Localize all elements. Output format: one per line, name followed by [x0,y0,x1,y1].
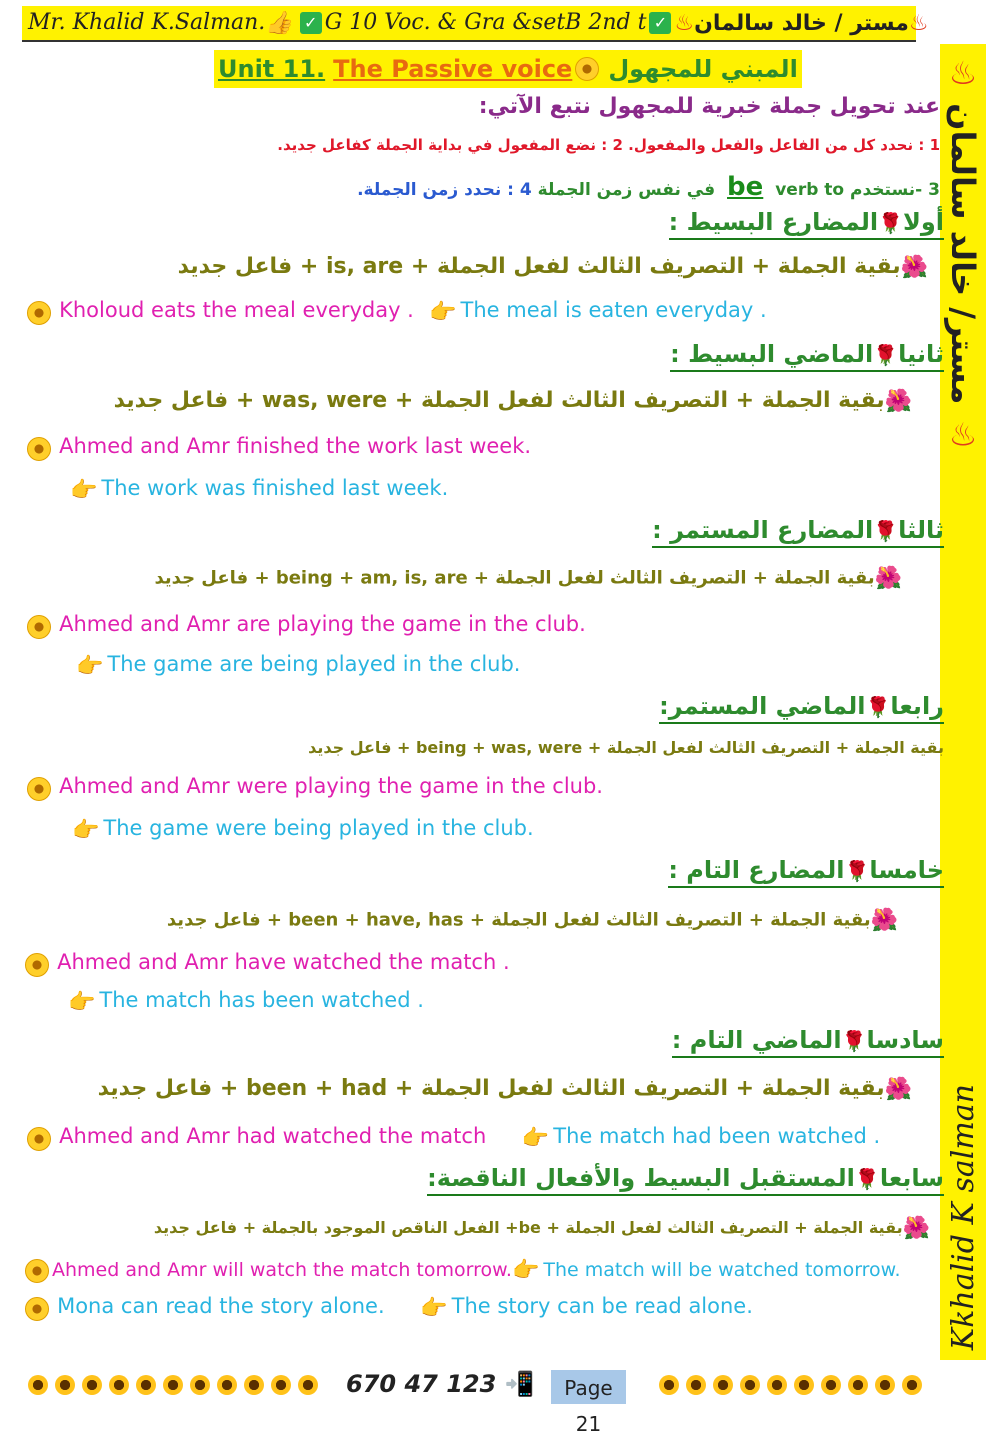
sunflower-icon [217,1375,237,1395]
blossom-icon [27,301,51,325]
rose-icon: 🌹 [878,211,903,235]
formula-text: بقية الجملة + التصريف الثالث لفعل الجملة + being + was, were + فاعل جديد [308,738,944,757]
heading-tense: المضارع التام : [668,856,845,884]
formula-text: بقية الجملة + التصريف الثالث لفعل الجملة + been + have, has + فاعل جديد [166,909,871,931]
heading-tense: المضارع المستمر : [652,516,874,544]
sunflower-icon [190,1375,210,1395]
step4-text: 4 : نحدد زمن الجملة. [357,180,532,200]
section-heading-1 [669,208,944,240]
pointing-hand-icon: 👉 [68,990,96,1015]
heading-ordinal: سادسا [866,1026,944,1054]
example-row-7a [22,1258,901,1283]
sunflower-icon [686,1375,706,1395]
hibiscus-icon: 🌺 [874,566,902,591]
header-arabic-name: مستر / خالد سالمان [694,10,909,36]
heading-ordinal: رابعا [890,692,944,720]
active-sentence: Ahmed and Amr will watch the match tomorrow. [52,1259,512,1281]
sunflower-icon [659,1375,679,1395]
active-sentence: Kholoud eats the meal everyday . [59,298,414,322]
passive-sentence: The game were being played in the club. [103,816,534,840]
footer-sunflowers-left [24,1374,321,1395]
active-sentence: Ahmed and Amr have watched the match . [57,950,510,974]
steps-line-2 [357,172,940,202]
rose-icon: 🌹 [854,1167,880,1191]
pointing-hand-icon: 👉 [511,1258,540,1283]
example-row-6 [24,1124,880,1151]
sunflower-icon [848,1375,868,1395]
formula-5 [167,908,898,933]
section-heading-3 [652,516,944,548]
blossom-icon [27,437,51,461]
be-word: be [727,172,764,202]
example-row-4a [24,774,603,801]
example-row-2a [24,434,531,461]
side-english-text: Kkhalid K salman [946,1084,981,1351]
sunflower-icon [767,1375,787,1395]
page-header [22,6,929,42]
blossom-icon [25,1297,49,1321]
unit-topic: The Passive voice [333,55,573,83]
mobile-phone-icon: 📲 [504,1370,535,1398]
header-course: G 10 Voc. & Gra &setB 2nd t [324,10,647,36]
check-icon: ✓ [300,12,322,34]
active-sentence: Ahmed and Amr had watched the match [59,1124,487,1148]
side-arabic-text: مستر/ خالد سالمان [944,103,982,405]
step3-text: 3 -نستخدم [850,180,940,200]
example-row-2b [70,476,448,503]
formula-2 [114,388,912,414]
example-row-7b [22,1294,753,1321]
sunflower-icon [902,1375,922,1395]
thumbs-up-icon: 👍 [265,10,293,36]
hot-springs-icon: ♨ [944,54,982,92]
pointing-hand-icon: 👉 [72,818,100,843]
formula-text: بقية الجملة + التصريف الثالث لفعل الجملة + being + am, is, are + فاعل جديد [154,567,875,589]
hibiscus-icon: 🌺 [902,1216,930,1241]
heading-tense: الماضي المستمر: [659,692,866,720]
hibiscus-icon: 🌺 [900,254,928,280]
formula-text: بقية الجملة + التصريف الثالث لفعل الجملة + been + had + فاعل جديد [97,1076,885,1101]
formula-text: بقية الجملة + التصريف الثالث لفعل الجملة + was, were + فاعل جديد [113,388,885,413]
heading-ordinal: سابعا [879,1164,944,1192]
side-strip [940,44,986,1360]
active-sentence: Ahmed and Amr are playing the game in the club. [59,612,586,636]
sunflower-icon [875,1375,895,1395]
step3-text-b: verb to في نفس زمن الجملة [537,180,845,200]
example-row-3b [76,652,520,679]
heading-ordinal: أولا [902,208,944,236]
side-arabic-name [942,54,984,453]
sunflower-icon [740,1375,760,1395]
heading-tense: المضارع البسيط : [668,208,879,236]
blossom-icon [27,777,51,801]
sunflower-icon [821,1375,841,1395]
rose-icon: 🌹 [841,1029,867,1053]
sunflower-icon [163,1375,183,1395]
active-sentence: Ahmed and Amr finished the work last week. [59,434,532,458]
sunflower-icon [82,1375,102,1395]
blossom-icon [25,953,49,977]
active-sentence-2: Mona can read the story alone. [57,1294,385,1318]
passive-sentence: The match will be watched tomorrow. [543,1259,901,1281]
example-row-3a [24,612,586,639]
passive-sentence: The game are being played in the club. [107,652,521,676]
heading-ordinal: ثالثا [898,516,944,544]
heading-ordinal: خامسا [869,856,944,884]
blossom-icon [27,615,51,639]
passive-sentence: The work was finished last week. [101,476,449,500]
hot-springs-icon: ♨ [908,10,929,36]
sunflower-icon [298,1375,318,1395]
passive-sentence: The match has been watched . [99,988,424,1012]
section-heading-7 [427,1164,944,1196]
sunflower-icon [109,1375,129,1395]
section-heading-2 [670,340,944,372]
sunflower-icon [28,1375,48,1395]
sunflower-icon [136,1375,156,1395]
section-heading-4 [659,692,944,724]
header-right [674,11,928,36]
intro-text: عند تحويل جملة خبرية للمجهول نتبع الآتي: [478,94,940,119]
rose-icon: 🌹 [873,519,899,543]
unit-number: Unit 11. [218,55,326,83]
check-icon: ✓ [649,12,671,34]
footer-sunflowers-right [655,1374,925,1395]
sunflower-icon [55,1375,75,1395]
pointing-hand-icon: 👉 [420,1296,448,1321]
example-row-5b [68,988,424,1015]
pointing-hand-icon: 👉 [76,654,104,679]
formula-text: بقية الجملة + التصريف الثالث لفعل الجملة + be+ الفعل الناقص الموجود بالجملة + فاعل جديد [153,1218,903,1237]
formula-6 [98,1076,912,1102]
heading-ordinal: ثانيا [898,340,944,368]
sunflower-icon [794,1375,814,1395]
sunflower-icon [271,1375,291,1395]
sunflower-icon [713,1375,733,1395]
page-number: Page 21 [551,1370,626,1404]
rose-icon: 🌹 [865,695,891,719]
formula-1 [178,254,928,280]
header-author: Mr. Khalid K.Salman. [28,10,266,36]
hot-springs-icon: ♨ [944,415,982,454]
formula-4 [308,738,944,757]
blossom-icon [575,57,599,81]
heading-tense: المستقبل البسيط والأفعال الناقصة: [427,1164,855,1192]
passive-sentence-2: The story can be read alone. [451,1294,753,1318]
formula-text: بقية الجملة + التصريف الثالث لفعل الجملة + is, are + فاعل جديد [177,254,901,279]
rose-icon: 🌹 [873,343,899,367]
passive-sentence: The meal is eaten everyday . [460,298,767,322]
blossom-icon [27,1127,51,1151]
sunflower-icon [244,1375,264,1395]
hibiscus-icon: 🌺 [884,1076,912,1102]
section-heading-6 [672,1026,944,1058]
steps-line-1: 1 : نحدد كل من الفاعل والفعل والمفعول. 2 : نضع المفعول في بداية الجملة كفاعل جديد. [277,136,940,154]
hibiscus-icon: 🌺 [884,388,912,414]
phone-number: 670 47 123 [346,1370,497,1398]
formula-3 [155,566,902,591]
header-left [28,10,674,36]
heading-tense: الماضي البسيط : [670,340,874,368]
example-row-5a [22,950,510,977]
blossom-icon [25,1259,49,1283]
section-heading-5 [668,856,944,888]
footer-phone [346,1370,535,1398]
side-english-name [944,1084,984,1350]
pointing-hand-icon: 👉 [521,1126,550,1151]
rose-icon: 🌹 [844,859,870,883]
example-row-4b [72,816,534,843]
active-sentence: Ahmed and Amr were playing the game in the club. [59,774,603,798]
unit-title [214,50,802,88]
hot-springs-icon: ♨ [674,10,695,36]
heading-tense: الماضي التام : [671,1026,842,1054]
unit-arabic-title: المبني للمجهول [608,55,798,83]
formula-7 [154,1216,930,1241]
pointing-hand-icon: 👉 [429,300,457,325]
hibiscus-icon: 🌺 [870,908,898,933]
example-row-1 [24,298,767,325]
passive-sentence: The match had been watched . [553,1124,881,1148]
pointing-hand-icon: 👉 [70,478,98,503]
